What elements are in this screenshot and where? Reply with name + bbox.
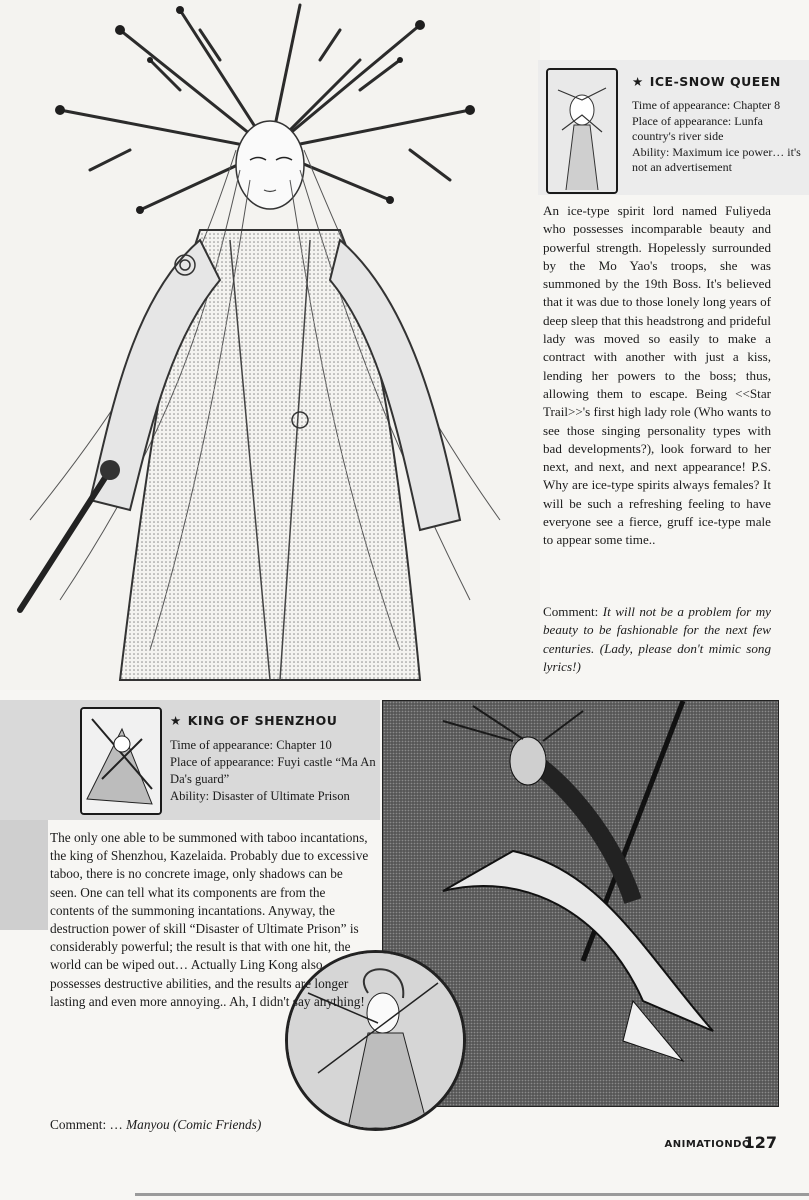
king-of-shenzhou-title: KING OF SHENZHOU [187, 713, 338, 728]
page-number: 127 [743, 1133, 777, 1152]
star-icon: ★ [632, 74, 644, 89]
king-ability: Ability: Disaster of Ultimate Prison [170, 789, 350, 803]
ice-snow-queen-illustration [0, 0, 540, 690]
queen-comment-label: Comment: [543, 604, 603, 619]
ice-snow-queen-info-list [632, 98, 804, 176]
ice-snow-queen-heading [632, 74, 781, 89]
king-of-shenzhou-info-list [170, 737, 380, 805]
ice-snow-queen-thumbnail [546, 68, 618, 194]
king-section-band-left [0, 820, 48, 930]
king-of-shenzhou-comment [50, 1116, 350, 1134]
king-time-of-appearance: Time of appearance: Chapter 10 [170, 738, 332, 752]
magazine-brand: ANIMATIONDO [664, 1139, 751, 1150]
ice-snow-queen-title: ICE-SNOW QUEEN [649, 74, 781, 89]
king-comment-label: Comment: … [50, 1117, 127, 1132]
queen-place-of-appearance: Place of appearance: Lunfa country's river side [632, 113, 763, 143]
bottom-rule [135, 1193, 809, 1196]
ice-snow-queen-comment [543, 603, 771, 676]
king-of-shenzhou-description: The only one able to be summoned with taboo incantations, the king of Shenzhou, Kazelaida. Probably due to excessive taboo, there is no concrete image, only shadows can be seen. One can tell what its components are from the contents of the summoning incantations. Anyway, the destruction power of skill “Disaster of Ultimate Prison” is considerably powerful; the result is that with one hit, the world can be wiped out… Actually Ling Kong also possesses destructive abilities, and the results are longer lasting and even more annoying.. Ah, I didn't say anything! [50, 830, 369, 1009]
king-of-shenzhou-thumbnail [80, 707, 162, 815]
king-of-shenzhou-heading [170, 713, 337, 728]
ice-snow-queen-description: An ice-type spirit lord named Fuliyeda who possesses incomparable beauty and powerful strength. Hopelessly surrounded by the Mo Yao's troops, she was summoned by the 19th Boss. It's believed that it was due to those lonely long years of deep sleep that this headstrong and prideful lady was moved so easily to make a contract with another with just a kiss, lending her powers to the boss; thus, allowing them to escape. Being <<Star Trail>>'s first high lady role (Who wants to see those singing personality types with bad developments?), look forward to her next, and next, and next appearance! P.S. Why are ice-type spirits always females? It will be such a refreshing feeling to have everyone see a fierce, gruff ice-type male to appear some time.. [543, 203, 772, 548]
star-icon: ★ [170, 713, 182, 728]
king-comment-text: Manyou (Comic Friends) [126, 1117, 262, 1132]
king-place-of-appearance: Place of appearance: Fuyi castle “Ma An Da's guard” [170, 755, 376, 786]
queen-comment-text: It will not be a problem for my beauty to be fashionable for the next few centuries. (Lady, please don't mimic song lyrics!) [543, 604, 771, 674]
queen-time-of-appearance: Time of appearance: Chapter 8 [632, 98, 781, 112]
queen-ability: Ability: Maximum ice power… it's not an advertisement [632, 144, 801, 174]
